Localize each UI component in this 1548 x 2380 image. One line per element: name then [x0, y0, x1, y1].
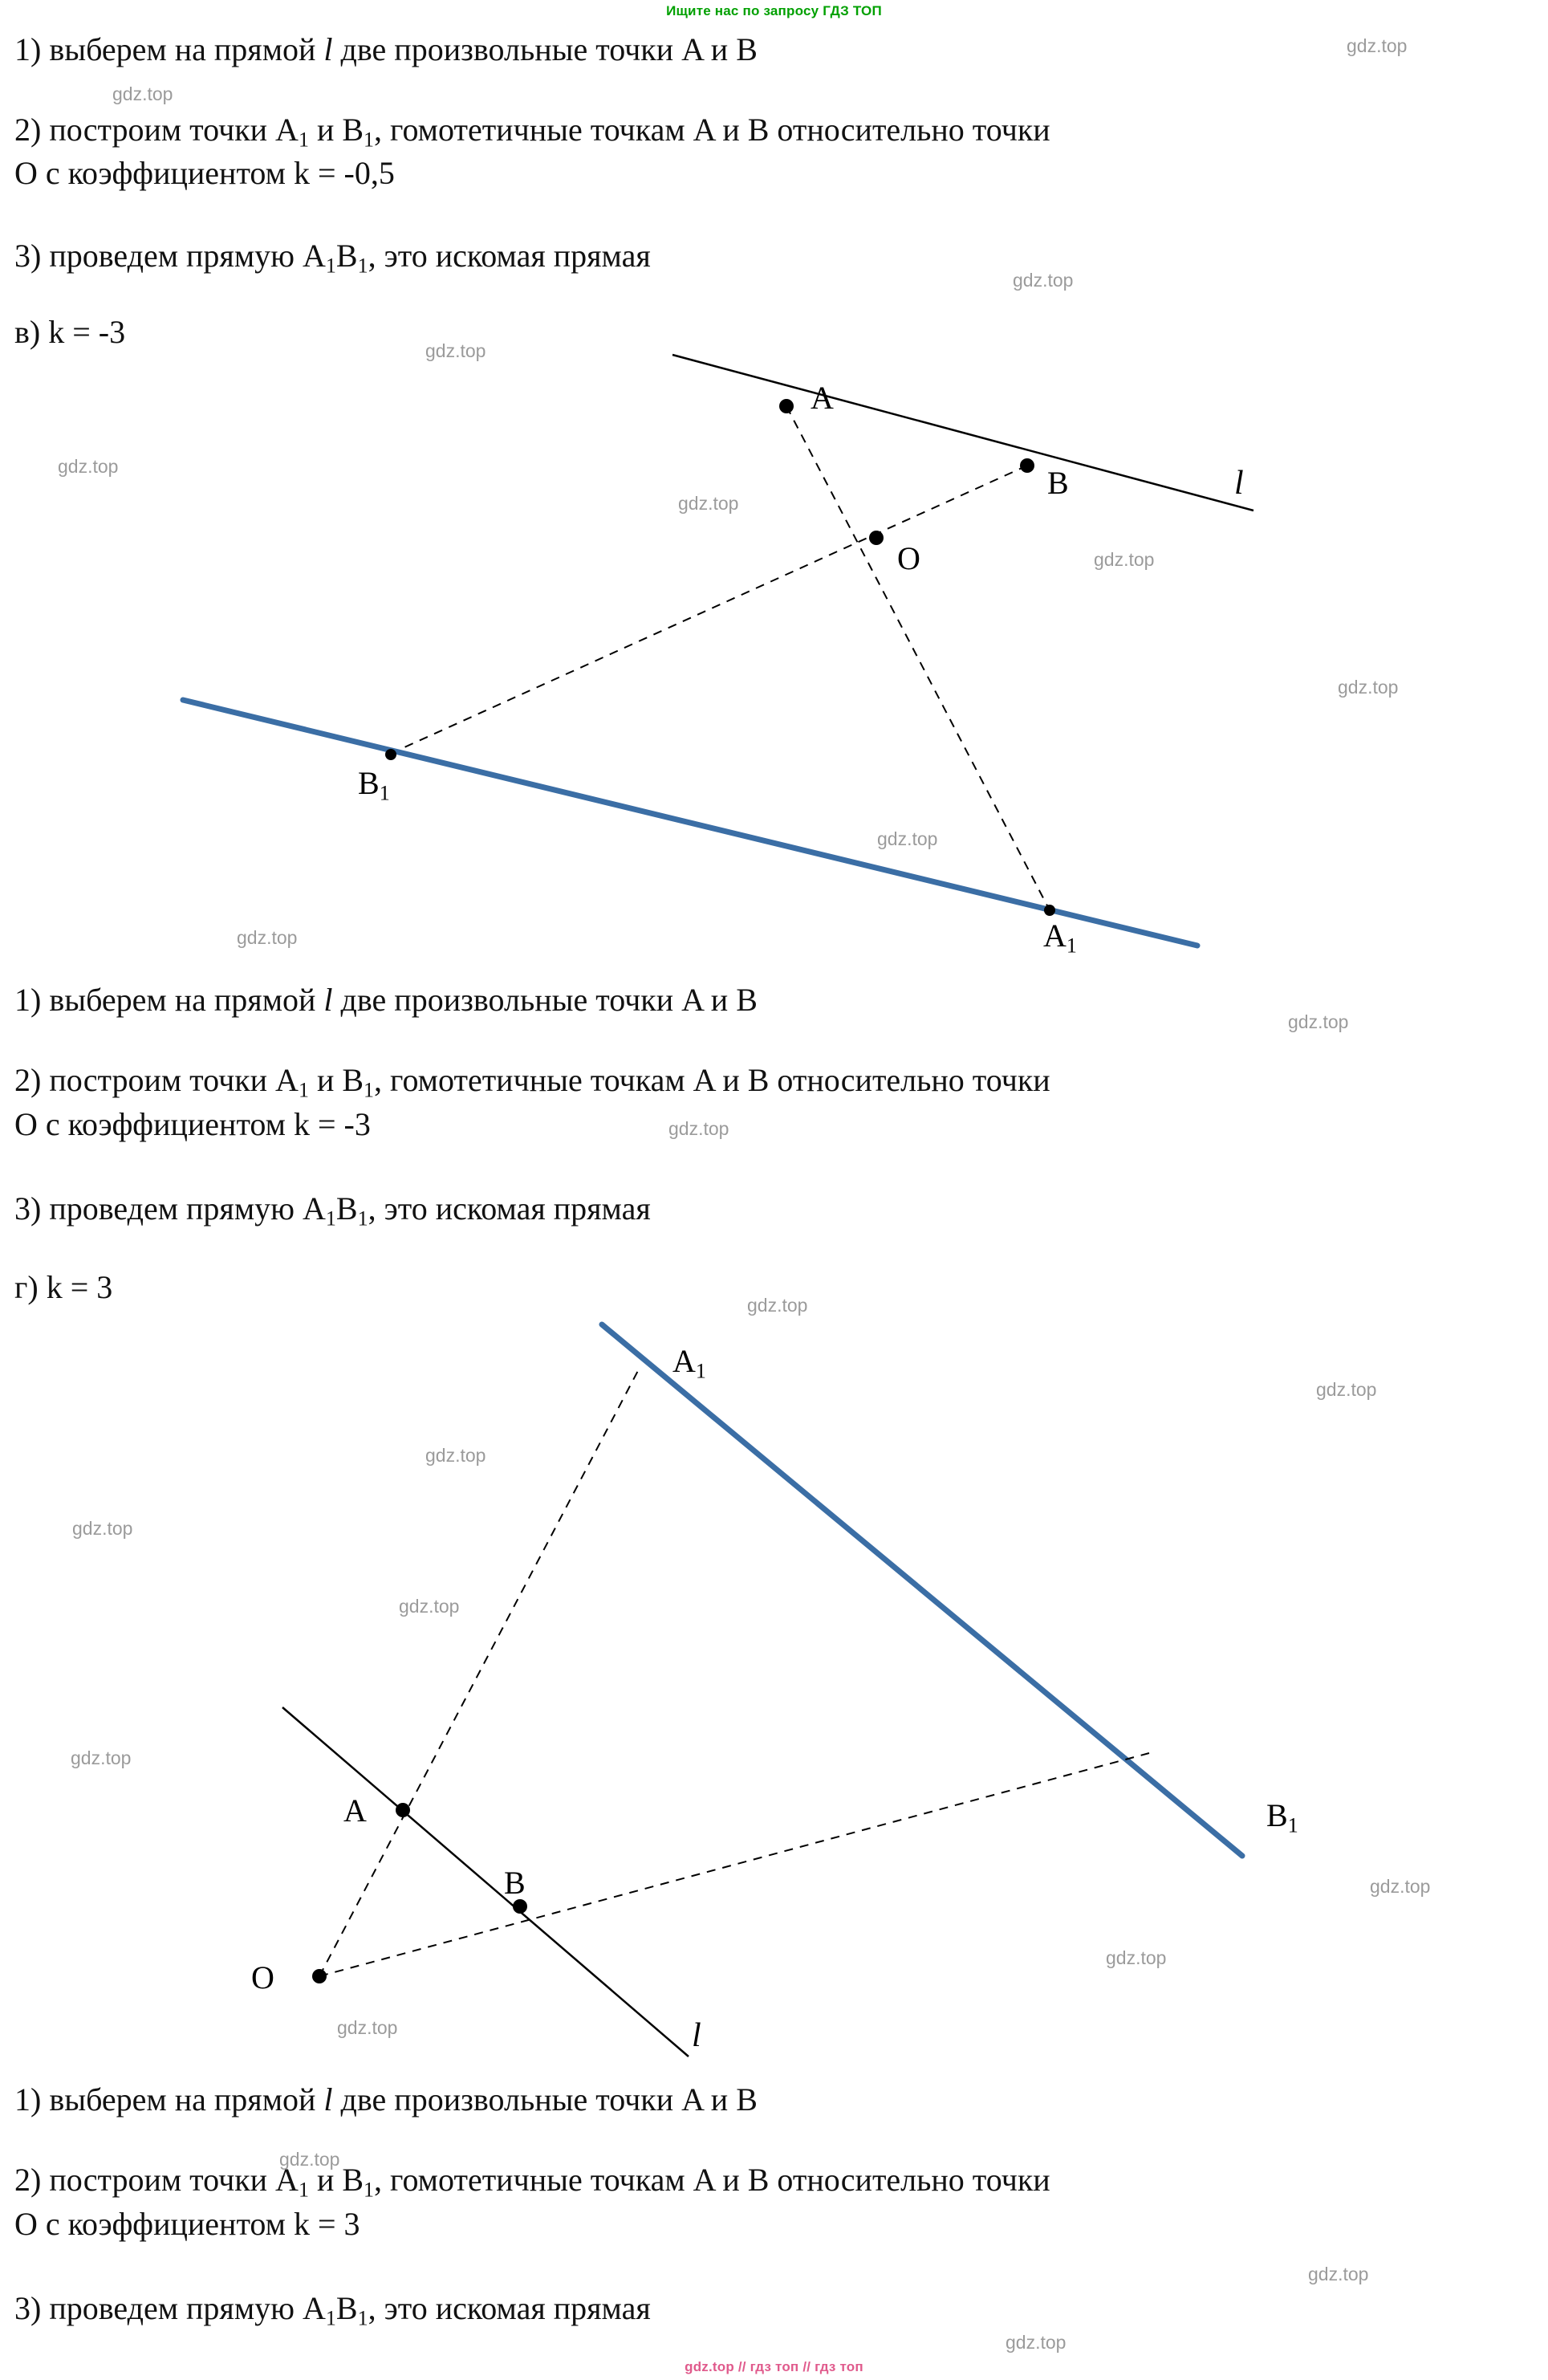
watermark: gdz.top [1006, 2332, 1067, 2353]
label-O: O [897, 540, 920, 576]
point-A [779, 399, 794, 413]
watermark: gdz.top [1338, 677, 1399, 698]
point-O [869, 531, 884, 545]
label-A: A [811, 380, 834, 416]
label-A1-fig2: $A_1$ [672, 1343, 706, 1383]
step-line-3: 3) проведем прямую $A_1B_1$, это искомая прямая [14, 238, 651, 278]
label-A-fig2: A [343, 1792, 367, 1829]
point-A [396, 1803, 410, 1817]
label-B1-fig2: $B_1$ [1266, 1797, 1298, 1837]
watermark: gdz.top [237, 927, 298, 948]
figure-k-minus-3 [0, 337, 1548, 963]
dashed-ray-O-B1 [319, 1753, 1149, 1976]
watermark: gdz.top [678, 493, 739, 514]
watermark: gdz.top [1316, 1379, 1377, 1400]
watermark: gdz.top [1094, 549, 1155, 570]
step3-line-1: 1) выберем на прямой l две произвольные точки A и B [14, 2081, 758, 2118]
step2-line-1: 1) выберем на прямой l две произвольные точки A и B [14, 982, 758, 1018]
label-B: B [1047, 465, 1069, 501]
watermark: gdz.top [71, 1747, 132, 1768]
watermark: gdz.top [425, 340, 486, 361]
watermark: gdz.top [337, 2017, 398, 2038]
label-O-fig2: O [251, 1959, 274, 1996]
line-l [672, 355, 1253, 511]
step-line-2: 2) построим точки $A_1$ и $B_1$, гомотетичные точкам A и B относительно точки [14, 112, 1050, 152]
subtask-label-v: в) k = -3 [14, 314, 126, 350]
watermark: gdz.top [279, 2149, 340, 2170]
watermark: gdz.top [399, 1596, 460, 1617]
watermark: gdz.top [747, 1295, 808, 1316]
label-line-l-fig2: l [692, 2017, 701, 2054]
watermark: gdz.top [112, 83, 173, 104]
label-A1: $A_1$ [1043, 917, 1077, 958]
step2-line-2b: О с коэффициентом k = -3 [14, 1106, 371, 1142]
watermark: gdz.top [1347, 35, 1408, 56]
watermark: gdz.top [1288, 1011, 1349, 1032]
step2-line-2: 2) построим точки $A_1$ и $B_1$, гомотетичные точкам A и B относительно точки [14, 1062, 1050, 1102]
subtask-label-g: г) k = 3 [14, 1269, 113, 1305]
point-O [312, 1969, 327, 1983]
watermark: gdz.top [1308, 2264, 1369, 2284]
watermark: gdz.top [877, 828, 938, 849]
step2-line-3: 3) проведем прямую $A_1B_1$, это искомая прямая [14, 1190, 651, 1231]
step3-line-2: 2) построим точки $A_1$ и $B_1$, гомотетичные точкам A и B относительно точки [14, 2162, 1050, 2202]
watermark: gdz.top [1013, 270, 1074, 291]
point-B1 [385, 749, 396, 760]
point-A1 [1044, 905, 1055, 916]
watermark: gdz.top [72, 1518, 133, 1539]
watermark: gdz.top [1106, 1947, 1167, 1968]
step-line-1: 1) выберем на прямой l две произвольные точки A и B [14, 31, 758, 67]
label-B-fig2: B [504, 1865, 526, 1901]
watermark: gdz.top [58, 456, 119, 477]
label-line-l: l [1234, 465, 1244, 502]
bottom-promo-banner: gdz.top // гдз топ // гдз топ [685, 2359, 863, 2374]
watermark: gdz.top [425, 1445, 486, 1466]
step3-line-2b: О с коэффициентом k = 3 [14, 2206, 360, 2242]
top-promo-banner: Ищите нас по запросу ГДЗ ТОП [666, 3, 882, 18]
figure-k-plus-3 [0, 1308, 1548, 2079]
line-A1B1 [602, 1324, 1242, 1856]
watermark: gdz.top [668, 1118, 729, 1139]
step-line-2b: О с коэффициентом k = -0,5 [14, 155, 395, 191]
label-B1: $B_1$ [358, 765, 390, 805]
watermark: gdz.top [1370, 1876, 1431, 1897]
point-B [1020, 458, 1034, 473]
line-l [282, 1707, 689, 2057]
step3-line-3: 3) проведем прямую $A_1B_1$, это искомая прямая [14, 2290, 651, 2330]
